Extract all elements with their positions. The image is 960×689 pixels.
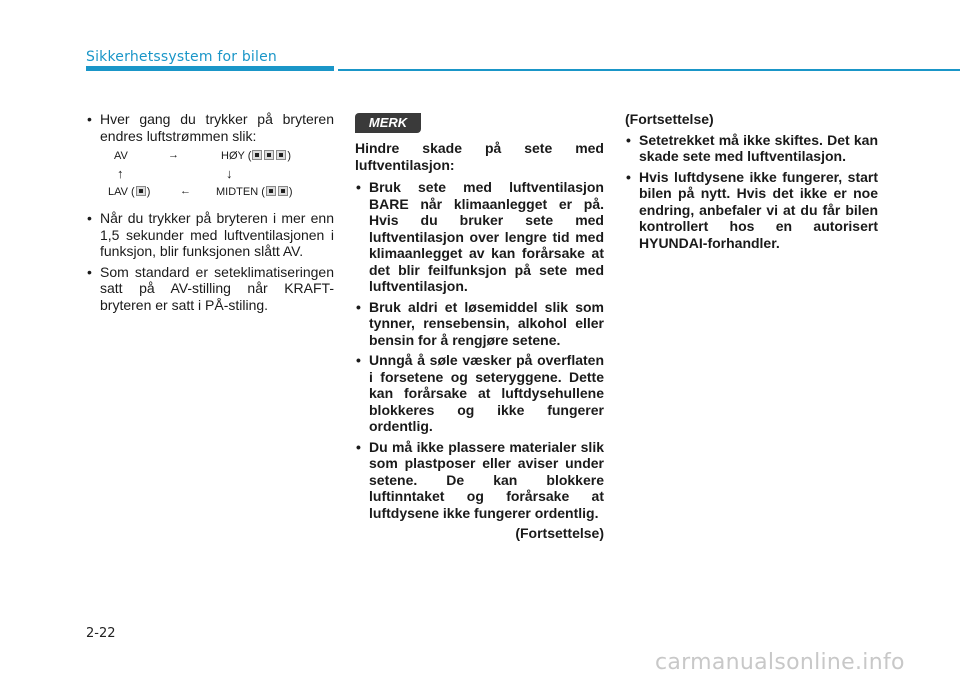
list-item xyxy=(355,299,604,349)
label-lav-text: LAV ( xyxy=(108,186,135,198)
arrow-up-icon: ↑ xyxy=(117,166,124,181)
arrow-right-icon: → xyxy=(168,149,179,161)
arrow-down-icon: ↓ xyxy=(226,166,233,181)
continued-label: (Fortsettelse) xyxy=(625,111,714,127)
column-middle xyxy=(355,140,604,542)
bullet-text: Når du trykker på bryteren i mer enn 1,5 sekunder med luftventilasjonen i funksjon, blir funksjonen slått AV. xyxy=(100,210,334,259)
note-heading: Hindre skade på sete med luftventilasjon: xyxy=(355,140,604,173)
list-item xyxy=(355,179,604,295)
bullet: • xyxy=(356,179,361,195)
watermark: carmanualsonline.info xyxy=(655,650,905,675)
list-item xyxy=(355,352,604,435)
fan-level-icon xyxy=(276,150,286,160)
label-av: AV xyxy=(114,150,128,162)
label-close: ) xyxy=(146,186,151,198)
continued-label: (Fortsettelse) xyxy=(515,525,604,541)
fan-level-icon xyxy=(266,186,276,196)
label-lav xyxy=(108,186,150,198)
arrow-left-icon: ← xyxy=(180,185,191,197)
bullet-text: Unngå å søle væsker på overflaten i forsetene og seteryggene. Dette kan forårsake at luftdysehullene blokkeres og ikke fungerer ordentlig. xyxy=(369,352,604,434)
page-number: 2-22 xyxy=(86,626,116,641)
bullet: • xyxy=(87,263,92,280)
label-hoy-text: HØY ( xyxy=(221,150,252,162)
bullet-text: Bruk sete med luftventilasjon BARE når klimaanlegget er på. Hvis du bruker sete med luftventilasjon over lengre tid med klimaanlegget av kan forårsake at det blir feilfunksjon på sete med luftventilasjon. xyxy=(369,179,604,294)
label-midten xyxy=(216,186,293,198)
bullet: • xyxy=(356,352,361,368)
section-title: Sikkerhetssystem for bilen xyxy=(86,49,278,65)
label-hoy xyxy=(221,150,291,162)
label-midten-text: MIDTEN ( xyxy=(216,186,265,198)
bullet: • xyxy=(87,111,92,127)
bullet-text: Hver gang du trykker på bryteren endres luftstrømmen slik: xyxy=(100,111,334,144)
bullet: • xyxy=(87,210,92,226)
list-item xyxy=(86,210,334,260)
label-close: ) xyxy=(288,186,293,198)
header-rule-thin xyxy=(338,69,960,71)
note-badge: MERK xyxy=(355,113,421,133)
list-item xyxy=(86,111,334,144)
bullet: • xyxy=(356,438,361,455)
bullet-text: Hvis luftdysene ikke fungerer, start bilen på nytt. Hvis det ikke er noe endring, anbefaler vi at du får bilen kontrollert hos en autorisert HYUNDAI-forhandler. xyxy=(639,168,878,251)
fan-level-icon xyxy=(278,186,288,196)
label-close: ) xyxy=(287,150,292,162)
column-left xyxy=(86,111,334,317)
fan-level-icon xyxy=(264,150,274,160)
bullet: • xyxy=(626,131,631,148)
list-item xyxy=(355,439,604,522)
fan-level-icon xyxy=(136,186,146,196)
bullet-text: Som standard er seteklimatiseringen satt på AV-stilling når KRAFT-bryteren er satt i PÅ-stiling. xyxy=(100,263,334,313)
fan-level-icon xyxy=(252,150,262,160)
airflow-diagram xyxy=(108,149,340,205)
list-item xyxy=(86,264,334,314)
bullet: • xyxy=(356,298,361,315)
header-rule-thick xyxy=(86,66,334,71)
bullet-text: Setetrekket må ikke skiftes. Det kan skade sete med luftventilasjon. xyxy=(639,131,878,164)
column-right xyxy=(625,111,878,255)
bullet-text: Du må ikke plassere materialer slik som plastposer eller aviser under setene. De kan blokkere luftinntaket og forårsake at luftdysene ikke fungerer ordentlig. xyxy=(369,438,604,521)
bullet-text: Bruk aldri et løsemiddel slik som tynner, rensebensin, alkohol eller bensin for å rengjøre setene. xyxy=(369,298,604,348)
bullet: • xyxy=(626,168,631,185)
list-item xyxy=(625,169,878,252)
list-item xyxy=(625,132,878,165)
